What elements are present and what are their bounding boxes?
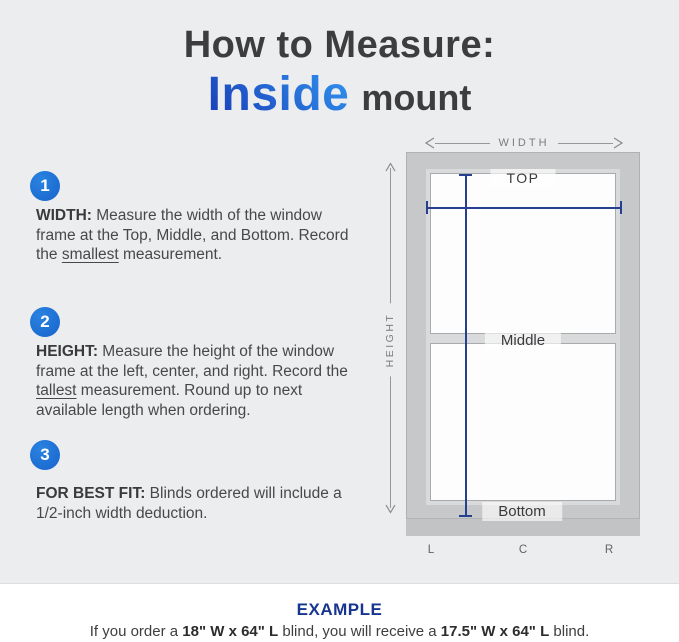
title-suffix: mount xyxy=(361,76,472,118)
width-dimension-arrow xyxy=(424,136,624,150)
arrow-down-icon xyxy=(385,504,396,514)
example-part1: If you order a xyxy=(89,623,183,640)
height-arrow-label: HEIGHT xyxy=(384,304,396,377)
page-title xyxy=(0,26,679,120)
height-measure-line xyxy=(459,174,472,517)
width-measure-line xyxy=(426,201,622,214)
step-2-label: HEIGHT: xyxy=(36,343,98,360)
example-received-size: 17.5" W x 64" L xyxy=(440,623,550,640)
arrow-right-icon xyxy=(613,137,624,149)
step-3-text xyxy=(36,484,358,523)
arrow-up-icon xyxy=(385,162,396,172)
title-line2 xyxy=(0,67,679,121)
step-2-body-end: measurement. Round up to next available length when ordering. xyxy=(36,382,303,419)
step-1-body: Measure the width of the window frame at the Top, Middle, and Bottom. Record the xyxy=(36,207,349,263)
example-part2: blind, you will receive a xyxy=(278,623,441,640)
right-mark: R xyxy=(604,544,614,556)
example-sentence xyxy=(0,623,679,640)
width-arrow-label: WIDTH xyxy=(498,137,550,149)
bottom-label: Bottom xyxy=(482,502,562,521)
step-1-underlined-word: smallest xyxy=(61,246,119,263)
top-label: TOP xyxy=(490,169,555,187)
title-line1: How to Measure: xyxy=(183,24,496,66)
step-3-body: Blinds ordered will include a 1/2-inch width deduction. xyxy=(36,485,342,522)
step-1-text xyxy=(36,206,358,265)
step-1-label: WIDTH: xyxy=(36,207,92,224)
example-ordered-size: 18" W x 64" L xyxy=(182,623,279,640)
step-1-body-end: measurement. xyxy=(118,246,223,263)
example-footer xyxy=(0,584,679,642)
step-1-badge: 1 xyxy=(30,171,60,201)
left-mark: L xyxy=(427,544,435,556)
center-mark: C xyxy=(518,544,528,556)
window-pane-top xyxy=(430,173,616,334)
step-3-badge: 3 xyxy=(30,440,60,470)
step-2-body: Measure the height of the window frame at the left, center, and right. Record the xyxy=(36,343,348,380)
arrow-left-icon xyxy=(424,137,435,149)
title-highlight: Inside xyxy=(207,67,350,121)
example-heading: EXAMPLE xyxy=(296,600,383,619)
step-2-text xyxy=(36,342,358,420)
step-3-label: FOR BEST FIT: xyxy=(36,485,146,502)
window-pane-bottom xyxy=(430,343,616,501)
middle-label: Middle xyxy=(485,331,561,350)
step-2-badge: 2 xyxy=(30,307,60,337)
step-2-underlined-word: tallest xyxy=(36,382,77,399)
width-arrow-line-left xyxy=(435,143,490,144)
example-part3: blind. xyxy=(549,623,590,640)
width-arrow-line-right xyxy=(558,143,613,144)
